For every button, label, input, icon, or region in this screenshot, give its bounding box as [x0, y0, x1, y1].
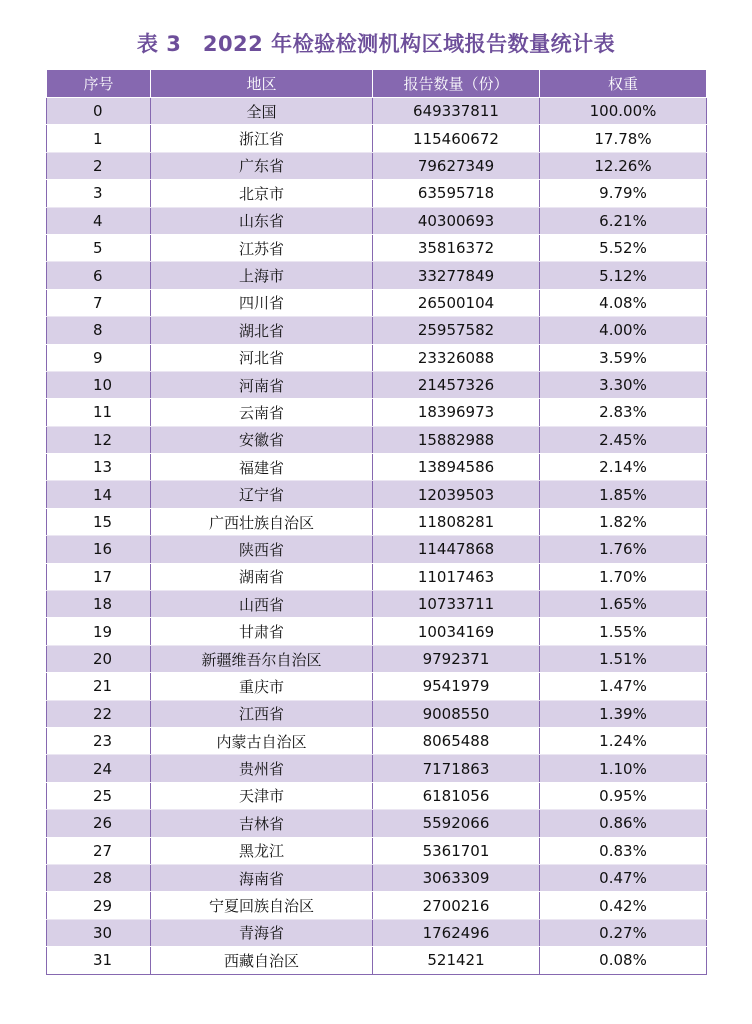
cell-report-count: 15882988: [373, 426, 540, 453]
cell-weight: 0.95%: [540, 782, 707, 809]
cell-weight: 5.52%: [540, 234, 707, 261]
cell-index: 14: [47, 481, 151, 508]
table-row: [47, 864, 707, 891]
cell-region: 吉林省: [151, 810, 373, 837]
cell-report-count: 8065488: [373, 727, 540, 754]
cell-index: 12: [47, 426, 151, 453]
cell-weight: 1.24%: [540, 727, 707, 754]
header-report-count: 报告数量（份）: [373, 70, 540, 98]
cell-region: 广东省: [151, 152, 373, 179]
cell-report-count: 9792371: [373, 645, 540, 672]
table-row: [47, 481, 707, 508]
cell-index: 2: [47, 152, 151, 179]
cell-index: 23: [47, 727, 151, 754]
cell-index: 10: [47, 371, 151, 398]
cell-region: 安徽省: [151, 426, 373, 453]
cell-index: 4: [47, 207, 151, 234]
cell-region: 青海省: [151, 919, 373, 946]
cell-weight: 0.42%: [540, 892, 707, 919]
table-row: [47, 454, 707, 481]
cell-weight: 3.59%: [540, 344, 707, 371]
table-row: [47, 125, 707, 152]
cell-report-count: 35816372: [373, 234, 540, 261]
table-row: [47, 727, 707, 754]
cell-weight: 4.08%: [540, 289, 707, 316]
cell-region: 甘肃省: [151, 618, 373, 645]
cell-region: 天津市: [151, 782, 373, 809]
cell-region: 内蒙古自治区: [151, 727, 373, 754]
cell-report-count: 9541979: [373, 673, 540, 700]
table-row: [47, 837, 707, 864]
cell-weight: 100.00%: [540, 98, 707, 125]
cell-weight: 0.47%: [540, 864, 707, 891]
cell-weight: 1.39%: [540, 700, 707, 727]
table-row: [47, 947, 707, 974]
table-row: [47, 317, 707, 344]
cell-region: 北京市: [151, 180, 373, 207]
table-row: [47, 536, 707, 563]
table-row: [47, 289, 707, 316]
table-row: [47, 426, 707, 453]
cell-report-count: 33277849: [373, 262, 540, 289]
cell-region: 黑龙江: [151, 837, 373, 864]
table-row: [47, 810, 707, 837]
cell-region: 山东省: [151, 207, 373, 234]
cell-report-count: 1762496: [373, 919, 540, 946]
cell-report-count: 10733711: [373, 591, 540, 618]
table-row: [47, 892, 707, 919]
cell-weight: 3.30%: [540, 371, 707, 398]
cell-region: 江苏省: [151, 234, 373, 261]
cell-report-count: 18396973: [373, 399, 540, 426]
cell-region: 江西省: [151, 700, 373, 727]
table-row: [47, 673, 707, 700]
cell-index: 19: [47, 618, 151, 645]
cell-index: 20: [47, 645, 151, 672]
cell-report-count: 7171863: [373, 755, 540, 782]
cell-report-count: 63595718: [373, 180, 540, 207]
cell-report-count: 649337811: [373, 98, 540, 125]
cell-region: 新疆维吾尔自治区: [151, 645, 373, 672]
cell-region: 福建省: [151, 454, 373, 481]
cell-index: 11: [47, 399, 151, 426]
cell-report-count: 2700216: [373, 892, 540, 919]
table-title: 表 3 2022 年检验检测机构区域报告数量统计表: [136, 32, 616, 56]
cell-region: 辽宁省: [151, 481, 373, 508]
cell-weight: 5.12%: [540, 262, 707, 289]
cell-report-count: 5592066: [373, 810, 540, 837]
table-row: [47, 700, 707, 727]
table-row: [47, 563, 707, 590]
cell-report-count: 11017463: [373, 563, 540, 590]
table-row: [47, 755, 707, 782]
cell-index: 1: [47, 125, 151, 152]
cell-index: 21: [47, 673, 151, 700]
cell-index: 22: [47, 700, 151, 727]
cell-weight: 1.85%: [540, 481, 707, 508]
cell-report-count: 23326088: [373, 344, 540, 371]
cell-index: 17: [47, 563, 151, 590]
table-row: [47, 152, 707, 179]
cell-index: 3: [47, 180, 151, 207]
cell-index: 6: [47, 262, 151, 289]
table-row: [47, 98, 707, 125]
cell-region: 海南省: [151, 864, 373, 891]
table-row: [47, 591, 707, 618]
table-row: [47, 919, 707, 946]
table-row: [47, 782, 707, 809]
table-row: [47, 618, 707, 645]
cell-report-count: 11447868: [373, 536, 540, 563]
table-row: [47, 344, 707, 371]
cell-region: 上海市: [151, 262, 373, 289]
cell-region: 河北省: [151, 344, 373, 371]
cell-report-count: 13894586: [373, 454, 540, 481]
cell-weight: 0.08%: [540, 947, 707, 974]
cell-region: 山西省: [151, 591, 373, 618]
cell-weight: 1.55%: [540, 618, 707, 645]
cell-weight: 0.83%: [540, 837, 707, 864]
cell-weight: 0.86%: [540, 810, 707, 837]
cell-region: 贵州省: [151, 755, 373, 782]
table-row: [47, 645, 707, 672]
cell-region: 浙江省: [151, 125, 373, 152]
cell-index: 30: [47, 919, 151, 946]
cell-index: 26: [47, 810, 151, 837]
cell-region: 重庆市: [151, 673, 373, 700]
cell-report-count: 11808281: [373, 508, 540, 535]
cell-index: 25: [47, 782, 151, 809]
cell-index: 31: [47, 947, 151, 974]
cell-weight: 12.26%: [540, 152, 707, 179]
cell-report-count: 9008550: [373, 700, 540, 727]
cell-index: 15: [47, 508, 151, 535]
cell-weight: 1.70%: [540, 563, 707, 590]
table-row: [47, 262, 707, 289]
cell-report-count: 21457326: [373, 371, 540, 398]
cell-region: 湖南省: [151, 563, 373, 590]
cell-weight: 4.00%: [540, 317, 707, 344]
cell-index: 7: [47, 289, 151, 316]
cell-report-count: 25957582: [373, 317, 540, 344]
cell-report-count: 12039503: [373, 481, 540, 508]
table-row: [47, 371, 707, 398]
cell-index: 29: [47, 892, 151, 919]
cell-index: 28: [47, 864, 151, 891]
cell-report-count: 521421: [373, 947, 540, 974]
cell-index: 24: [47, 755, 151, 782]
cell-weight: 1.65%: [540, 591, 707, 618]
cell-report-count: 79627349: [373, 152, 540, 179]
cell-weight: 0.27%: [540, 919, 707, 946]
cell-report-count: 10034169: [373, 618, 540, 645]
header-region: 地区: [151, 70, 373, 98]
cell-weight: 1.51%: [540, 645, 707, 672]
table-row: [47, 180, 707, 207]
header-weight: 权重: [540, 70, 707, 98]
cell-weight: 1.10%: [540, 755, 707, 782]
header-index: 序号: [47, 70, 151, 98]
cell-region: 广西壮族自治区: [151, 508, 373, 535]
cell-index: 8: [47, 317, 151, 344]
table-header-row: [47, 70, 707, 98]
cell-weight: 6.21%: [540, 207, 707, 234]
cell-report-count: 40300693: [373, 207, 540, 234]
cell-region: 西藏自治区: [151, 947, 373, 974]
cell-weight: 1.76%: [540, 536, 707, 563]
cell-weight: 1.82%: [540, 508, 707, 535]
cell-weight: 1.47%: [540, 673, 707, 700]
cell-weight: 9.79%: [540, 180, 707, 207]
cell-region: 云南省: [151, 399, 373, 426]
cell-region: 宁夏回族自治区: [151, 892, 373, 919]
cell-weight: 17.78%: [540, 125, 707, 152]
cell-region: 全国: [151, 98, 373, 125]
cell-weight: 2.45%: [540, 426, 707, 453]
cell-index: 0: [47, 98, 151, 125]
cell-index: 5: [47, 234, 151, 261]
table-row: [47, 207, 707, 234]
cell-weight: 2.14%: [540, 454, 707, 481]
cell-report-count: 115460672: [373, 125, 540, 152]
cell-index: 18: [47, 591, 151, 618]
cell-report-count: 5361701: [373, 837, 540, 864]
cell-region: 陕西省: [151, 536, 373, 563]
cell-report-count: 6181056: [373, 782, 540, 809]
cell-weight: 2.83%: [540, 399, 707, 426]
table-row: [47, 508, 707, 535]
cell-index: 13: [47, 454, 151, 481]
cell-region: 四川省: [151, 289, 373, 316]
cell-region: 河南省: [151, 371, 373, 398]
cell-index: 16: [47, 536, 151, 563]
cell-index: 27: [47, 837, 151, 864]
cell-report-count: 3063309: [373, 864, 540, 891]
table-body: [47, 98, 707, 975]
cell-index: 9: [47, 344, 151, 371]
report-statistics-table: [46, 69, 707, 975]
table-row: [47, 234, 707, 261]
cell-report-count: 26500104: [373, 289, 540, 316]
table-row: [47, 399, 707, 426]
cell-region: 湖北省: [151, 317, 373, 344]
